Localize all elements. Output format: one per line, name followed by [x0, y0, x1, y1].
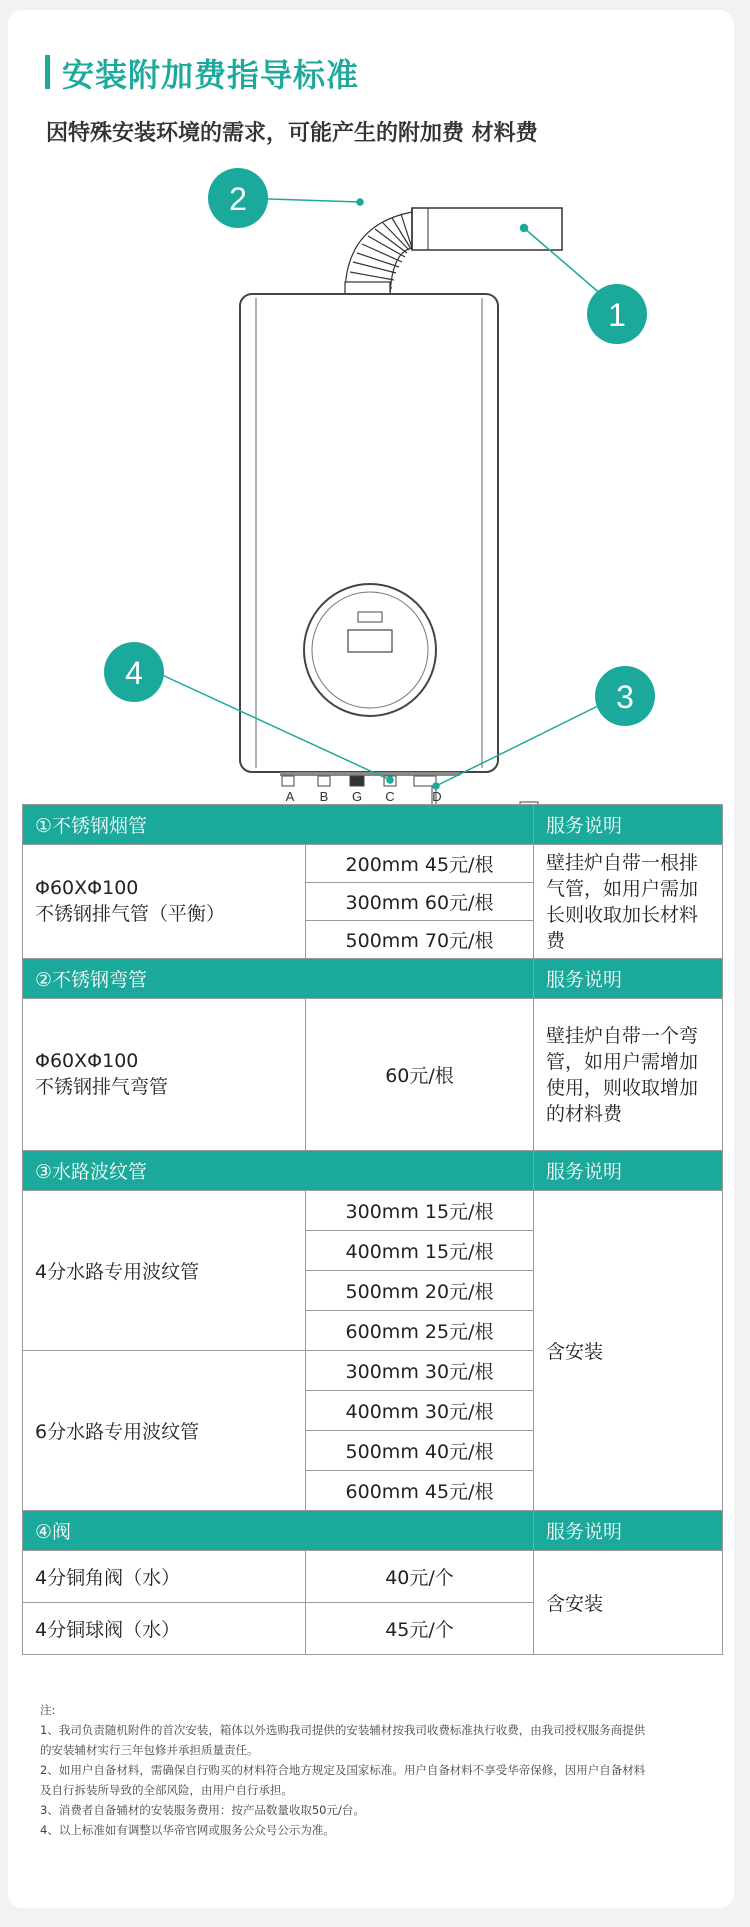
price-cell: 500mm 70元/根: [306, 921, 534, 959]
footnotes: [40, 1700, 710, 1840]
item-spec: Φ60XΦ100: [35, 877, 139, 899]
flue-pipe: [412, 208, 562, 250]
service-note: 壁挂炉自带一根排气管，如用户需加长则收取加长材料费: [534, 845, 723, 959]
item-name: 不锈钢排气管（平衡）: [35, 903, 226, 925]
footnote-line: 1、我司负责随机附件的首次安装，箱体以外选购我司提供的安装辅材按我司收费标准执行收费，由我司授权服务商提供: [40, 1723, 646, 1737]
svg-text:3: 3: [616, 679, 634, 715]
item-cell: 4分铜球阀（水）: [23, 1603, 306, 1655]
footnote-line: 4、以上标准如有调整以华帝官网或服务公众号公示为准。: [40, 1823, 335, 1837]
service-header: 服务说明: [534, 1511, 723, 1551]
port-label-b: B: [319, 789, 329, 804]
service-note: 壁挂炉自带一个弯管，如用户需增加使用，则收取增加的材料费: [534, 999, 723, 1151]
boiler-body: [240, 294, 498, 772]
footnote-line: 3、消费者自备辅材的安装服务费用：按产品数量收取50元/台。: [40, 1803, 365, 1817]
price-cell: 300mm 15元/根: [306, 1191, 534, 1231]
callout-badge-4: [104, 642, 164, 702]
port-label-g: G: [351, 789, 363, 804]
footnote-line: 的安装辅材实行三年包修并承担质量责任。: [40, 1743, 259, 1757]
service-note: 含安装: [534, 1551, 723, 1655]
price-cell: 45元/个: [306, 1603, 534, 1655]
title-accent-bar: [45, 55, 50, 89]
price-cell: 500mm 20元/根: [306, 1271, 534, 1311]
item-name: 不锈钢排气弯管: [35, 1076, 169, 1098]
price-cell: 600mm 25元/根: [306, 1311, 534, 1351]
boiler-diagram: [0, 181, 750, 804]
svg-text:4: 4: [125, 655, 143, 691]
footnote-line: 及自行拆装所导致的全部风险，由用户自行承担。: [40, 1783, 293, 1797]
section-title-stainless-elbow: ②不锈钢弯管: [23, 959, 534, 999]
port-label-a: A: [285, 789, 295, 804]
price-cell: 300mm 60元/根: [306, 883, 534, 921]
price-cell: 500mm 40元/根: [306, 1431, 534, 1471]
fee-table: [22, 804, 723, 1655]
service-header: 服务说明: [534, 805, 723, 845]
item-cell: 6分水路专用波纹管: [23, 1351, 306, 1511]
price-cell: 400mm 30元/根: [306, 1391, 534, 1431]
port-label-c: C: [385, 789, 395, 804]
price-cell: 40元/个: [306, 1551, 534, 1603]
section-title-stainless-flue: ①不锈钢烟管: [23, 805, 534, 845]
port-label-d: D: [432, 789, 442, 804]
item-cell: [23, 845, 306, 959]
callout-badge-2: [208, 168, 268, 228]
page-subtitle: 因特殊安装环境的需求，可能产生的附加费 材料费: [46, 121, 538, 146]
service-header: 服务说明: [534, 1151, 723, 1191]
price-cell: 200mm 45元/根: [306, 845, 534, 883]
page-title: 安装附加费指导标准: [62, 56, 360, 94]
service-header: 服务说明: [534, 959, 723, 999]
section-title-valve: ④阀: [23, 1511, 534, 1551]
svg-text:2: 2: [229, 181, 247, 217]
item-spec: Φ60XΦ100: [35, 1050, 139, 1072]
bottom-connections: [280, 772, 460, 776]
price-cell: 300mm 30元/根: [306, 1351, 534, 1391]
service-note: 含安装: [534, 1191, 723, 1511]
price-cell: 600mm 45元/根: [306, 1471, 534, 1511]
item-cell: 4分铜角阀（水）: [23, 1551, 306, 1603]
section-title-water-corrugated: ③水路波纹管: [23, 1151, 534, 1191]
footnote-label: 注:: [40, 1703, 56, 1717]
price-cell: 400mm 15元/根: [306, 1231, 534, 1271]
callout-badge-1: [587, 284, 647, 344]
item-cell: [23, 999, 306, 1151]
item-cell: 4分水路专用波纹管: [23, 1191, 306, 1351]
price-cell: 60元/根: [306, 999, 534, 1151]
svg-text:1: 1: [608, 297, 626, 333]
callout-badge-3: [595, 666, 655, 726]
footnote-line: 2、如用户自备材料，需确保自行购买的材料符合地方规定及国家标准。用户自备材料不享受华帝保修，因用户自备材料: [40, 1763, 646, 1777]
